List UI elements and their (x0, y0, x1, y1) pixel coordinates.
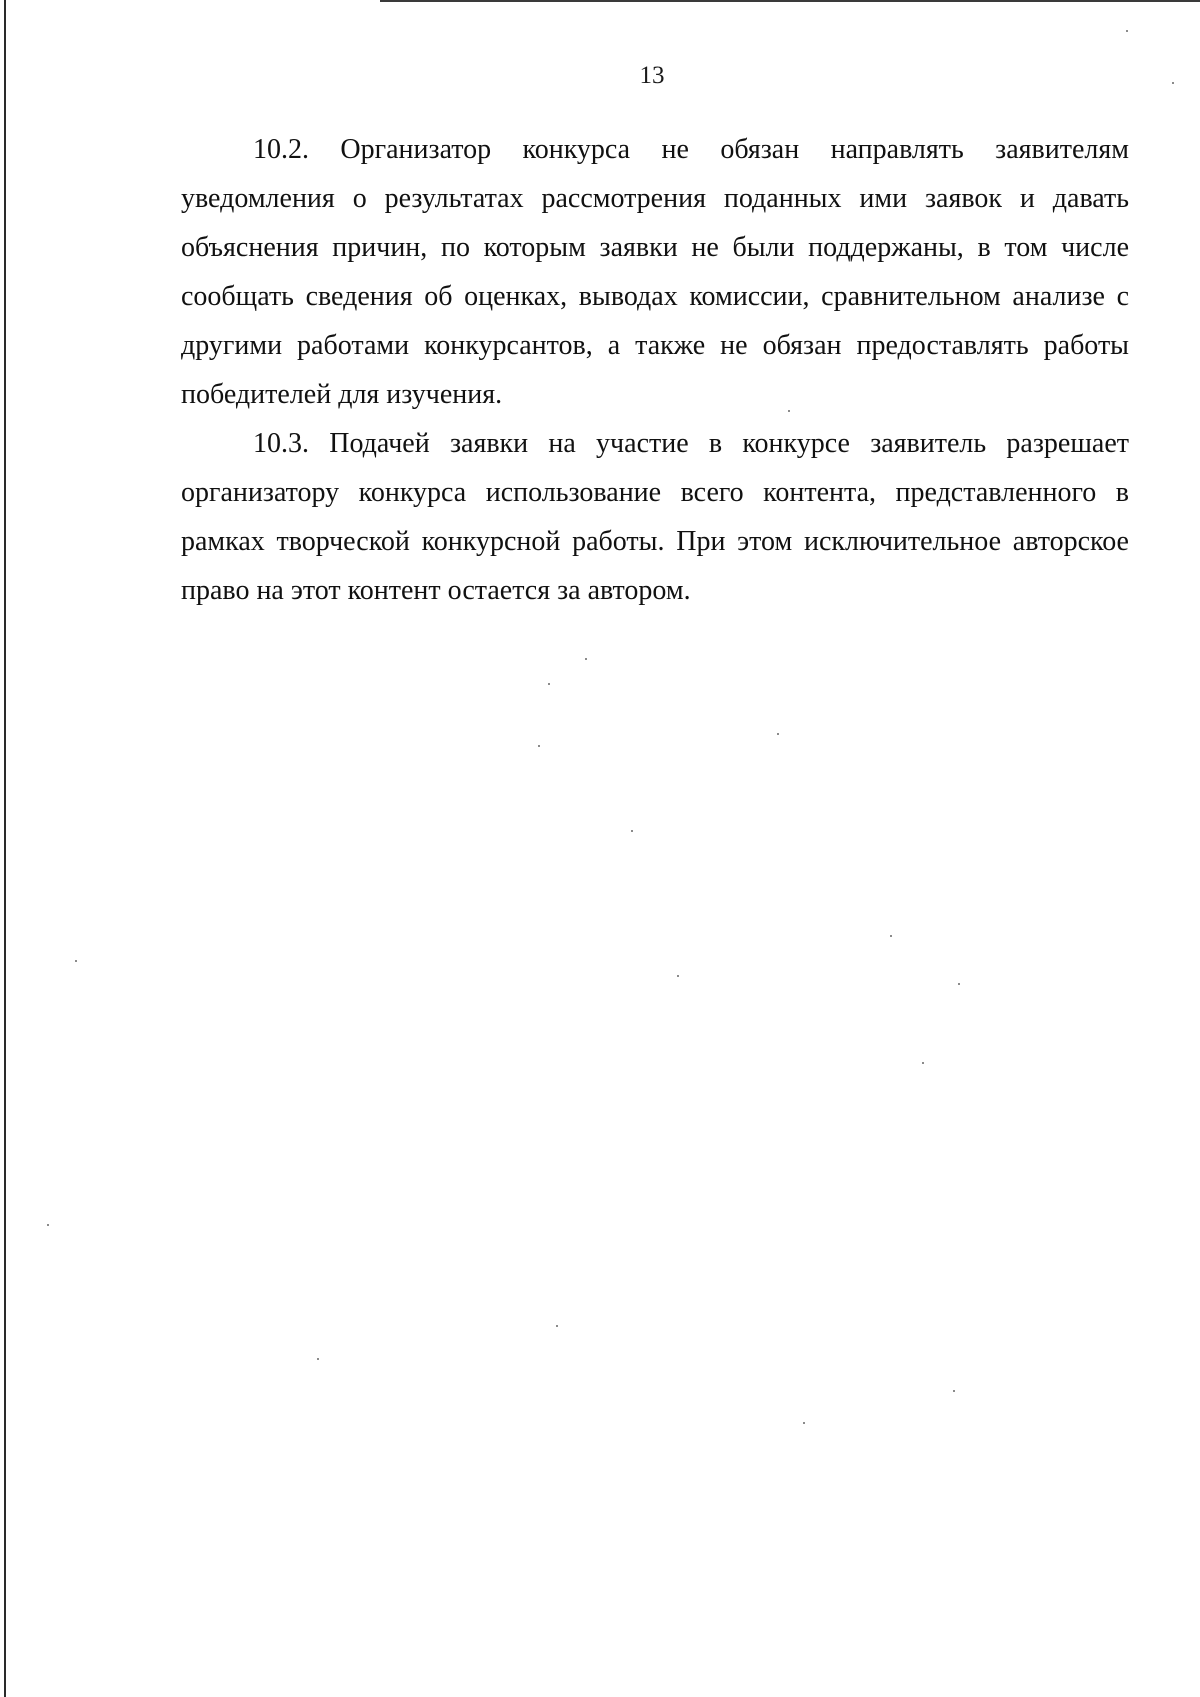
scan-speck (1172, 82, 1174, 84)
scan-speck (631, 830, 633, 832)
scan-speck (1126, 30, 1128, 32)
paragraph-10-2: 10.2. Организатор конкурса не обязан направлять заявителям уведомления о результатах рассмотрения поданных ими заявок и давать объяснения причин, по которым заявки не были поддержаны, в том числе сообщать сведения об оценках, выводах комиссии, сравнительном анализе с другими работами конкурсантов, а также не обязан предоставлять работы победителей для изучения. (181, 134, 1129, 410)
page-number: 13 (639, 62, 665, 89)
scan-speck (538, 745, 540, 747)
scan-speck (953, 1390, 955, 1392)
scan-speck (958, 983, 960, 985)
scan-speck (556, 1325, 558, 1327)
scan-speck (585, 658, 587, 660)
document-body (181, 125, 1129, 615)
scan-speck (788, 410, 790, 412)
scan-edge-left (4, 0, 6, 1697)
scan-speck (317, 1358, 319, 1360)
paragraph-10-3: 10.3. Подачей заявки на участие в конкурсе заявитель разрешает организатору конкурса использование всего контента, представленного в рамках творческой конкурсной работы. При этом исключительное авторское право на этот контент остается за автором. (181, 428, 1129, 606)
scan-speck (47, 1224, 49, 1226)
scan-speck (75, 960, 77, 962)
scan-speck (548, 683, 550, 685)
scan-speck (803, 1422, 805, 1424)
scan-speck (922, 1062, 924, 1064)
scan-speck (677, 975, 679, 977)
scan-edge-top (380, 0, 1200, 2)
scan-speck (890, 935, 892, 937)
scan-speck (777, 733, 779, 735)
